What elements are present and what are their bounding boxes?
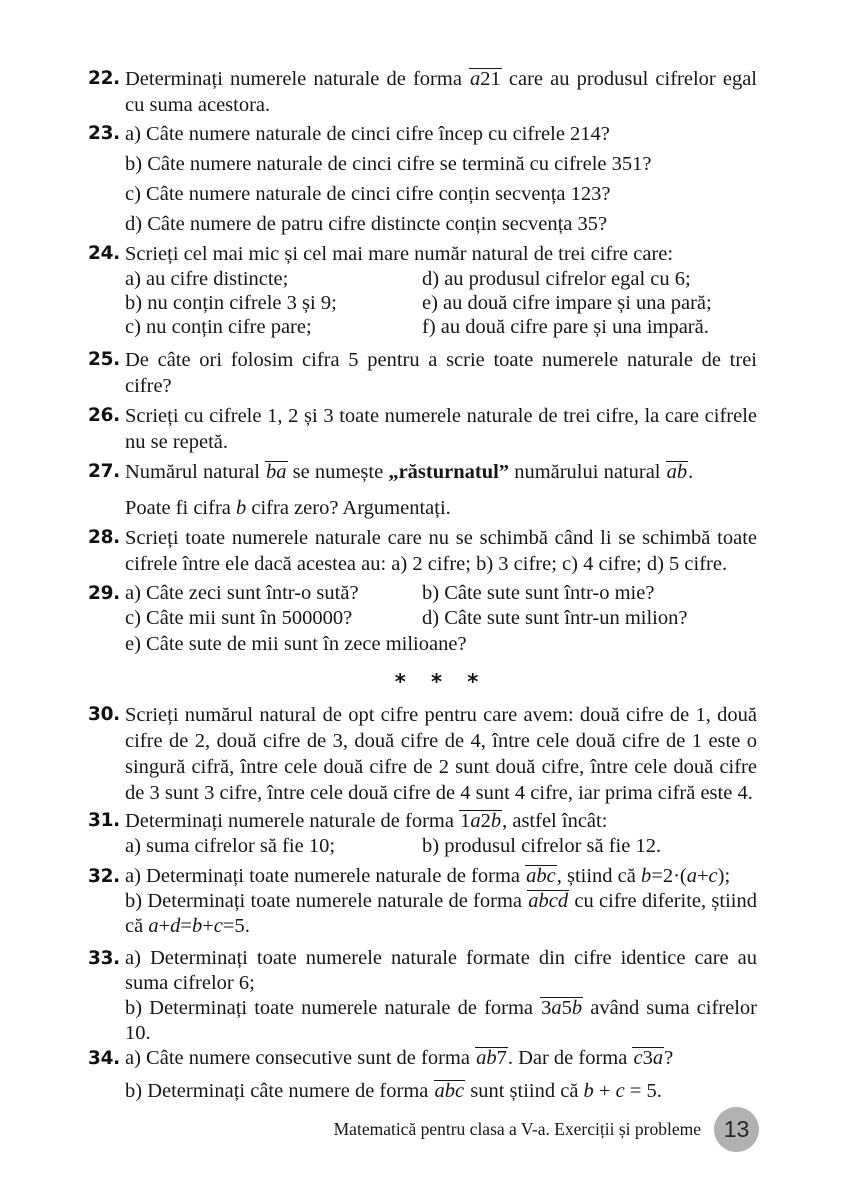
option-left: b) nu conțin cifrele 3 și 9; — [125, 292, 337, 314]
exercise-text: Scrieți cu cifrele 1, 2 și 3 toate numerele naturale de trei cifre, la care cifrele nu se repetă. — [125, 405, 757, 453]
exercise-number: 24. — [88, 243, 120, 264]
exercise-30 — [88, 702, 757, 806]
exercise-body — [125, 121, 757, 237]
exercise-number: 34. — [88, 1048, 120, 1069]
option-right: e) au două cifre impare și una pară; — [422, 292, 712, 314]
sub-item-b: b) Determinați toate numerele naturale de forma abcd cu cifre diferite, știind că a+d=b+c=5. — [125, 890, 757, 937]
exercise-33 — [88, 946, 757, 1046]
sub-item-c: c) Câte numere naturale de cinci cifre conțin secvența 123? — [125, 183, 611, 205]
exercise-31 — [88, 808, 757, 858]
exercise-number: 23. — [88, 123, 120, 144]
exercise-28 — [88, 525, 757, 577]
exercise-25 — [88, 347, 757, 399]
exercise-22 — [88, 66, 757, 118]
exercise-body — [125, 525, 757, 577]
exercise-number: 27. — [88, 461, 120, 482]
exercise-number: 32. — [88, 866, 120, 887]
exercise-text: Poate fi cifra b cifra zero? Argumentați. — [125, 497, 451, 519]
exercise-24 — [88, 241, 757, 339]
exercise-number: 25. — [88, 349, 120, 370]
exercise-text: Determinați numerele naturale de forma a21 care au produsul cifrelor egal cu suma acestora. — [125, 68, 758, 116]
exercise-number: 31. — [88, 810, 120, 831]
exercise-text: Determinați numerele naturale de forma 1a2b, astfel încât: — [125, 810, 608, 832]
exercise-number: 22. — [88, 68, 120, 89]
exercise-26 — [88, 403, 757, 455]
exercise-body — [125, 241, 757, 339]
exercise-number: 30. — [88, 704, 120, 725]
option-left: c) nu conțin cifre pare; — [125, 316, 312, 338]
exercise-34 — [88, 1046, 757, 1104]
option-right: b) Câte sute sunt într-o mie? — [422, 582, 655, 604]
exercise-23 — [88, 121, 757, 237]
sub-item-b: b) Câte numere naturale de cinci cifre se termină cu cifrele 351? — [125, 153, 652, 175]
page-number: 13 — [723, 1116, 750, 1142]
page-number-badge — [714, 1107, 759, 1152]
exercise-body — [125, 946, 757, 1046]
option-right: d) Câte sute sunt într-un milion? — [422, 607, 688, 629]
option-row — [125, 267, 757, 291]
exercise-body — [125, 864, 757, 939]
exercise-29 — [88, 581, 757, 657]
exercise-number: 26. — [88, 405, 120, 426]
option-right: d) au produsul cifrelor egal cu 6; — [422, 268, 691, 290]
exercise-number: 29. — [88, 583, 120, 604]
exercise-list — [88, 66, 757, 1104]
exercise-body — [125, 702, 757, 806]
option-left: a) au cifre distincte; — [125, 268, 289, 290]
sub-item-b: b) Determinați câte numere de forma abc sunt știind că b + c = 5. — [125, 1080, 662, 1102]
exercise-body — [125, 347, 757, 399]
option-right: f) au două cifre pare și una impară. — [422, 316, 709, 338]
exercise-body — [125, 1046, 757, 1104]
exercise-27 — [88, 459, 757, 521]
exercise-text: Scrieți cel mai mic și cel mai mare număr natural de trei cifre care: — [125, 243, 674, 265]
option-left: a) suma cifrelor să fie 10; — [125, 835, 336, 857]
exercise-text: Numărul natural ba se numește „răsturnatul” numărului natural ab. — [125, 461, 694, 483]
footer — [334, 1107, 759, 1152]
option-row — [125, 315, 757, 339]
section-separator: * * * — [394, 670, 488, 694]
option-row — [125, 291, 757, 315]
option-left: c) Câte mii sunt în 500000? — [125, 607, 353, 629]
exercise-number: 28. — [88, 527, 120, 548]
sub-item-e: e) Câte sute de mii sunt în zece milioane? — [125, 633, 467, 655]
sub-item-a: a) Câte numere naturale de cinci cifre încep cu cifrele 214? — [125, 123, 610, 145]
sub-item-a: a) Determinați toate numerele naturale de forma abc, știind că b=2·(a+c); — [125, 865, 731, 887]
option-row — [125, 606, 757, 631]
exercise-body — [125, 459, 757, 521]
exercise-body — [125, 403, 757, 455]
exercise-number: 33. — [88, 948, 120, 969]
exercise-body — [125, 808, 757, 858]
sub-item-a: a) Câte numere consecutive sunt de forma ab7. Dar de forma c3a? — [125, 1047, 674, 1069]
footer-caption: Matematică pentru clasa a V-a. Exerciții și probleme — [333, 1119, 701, 1139]
sub-item-a: a) Determinați toate numerele naturale formate din cifre identice care au suma cifrelor 6; — [125, 947, 757, 994]
exercise-body — [125, 581, 757, 657]
option-row — [125, 581, 757, 606]
exercise-text: Scrieți numărul natural de opt cifre pentru care avem: două cifre de 1, două cifre de 2, două cifre de 3, două cifre de 4, între cele două cifre de 1 este o singură cifră, între cele două cifre de 2 sunt două cifre, între cele două cifre de 3 sunt 3 cifre, între cele două cifre de 4 sunt 4 cifre, iar prima cifră este 4. — [125, 704, 757, 804]
option-left: a) Câte zeci sunt într-o sută? — [125, 582, 359, 604]
exercise-text: De câte ori folosim cifra 5 pentru a scrie toate numerele naturale de trei cifre? — [125, 349, 757, 397]
option-row — [125, 834, 757, 858]
exercise-body — [125, 66, 757, 118]
option-right: b) produsul cifrelor să fie 12. — [422, 835, 662, 857]
exercise-32 — [88, 864, 757, 939]
sub-item-d: d) Câte numere de patru cifre distincte conțin secvența 35? — [125, 213, 608, 235]
sub-item-b: b) Determinați toate numerele naturale de forma 3a5b având suma cifrelor 10. — [125, 997, 757, 1044]
exercise-text: Scrieți toate numerele naturale care nu se schimbă când li se schimbă toate cifrele între ele dacă acestea au: a) 2 cifre; b) 3 cifre; c) 4 cifre; d) 5 cifre. — [125, 527, 757, 575]
